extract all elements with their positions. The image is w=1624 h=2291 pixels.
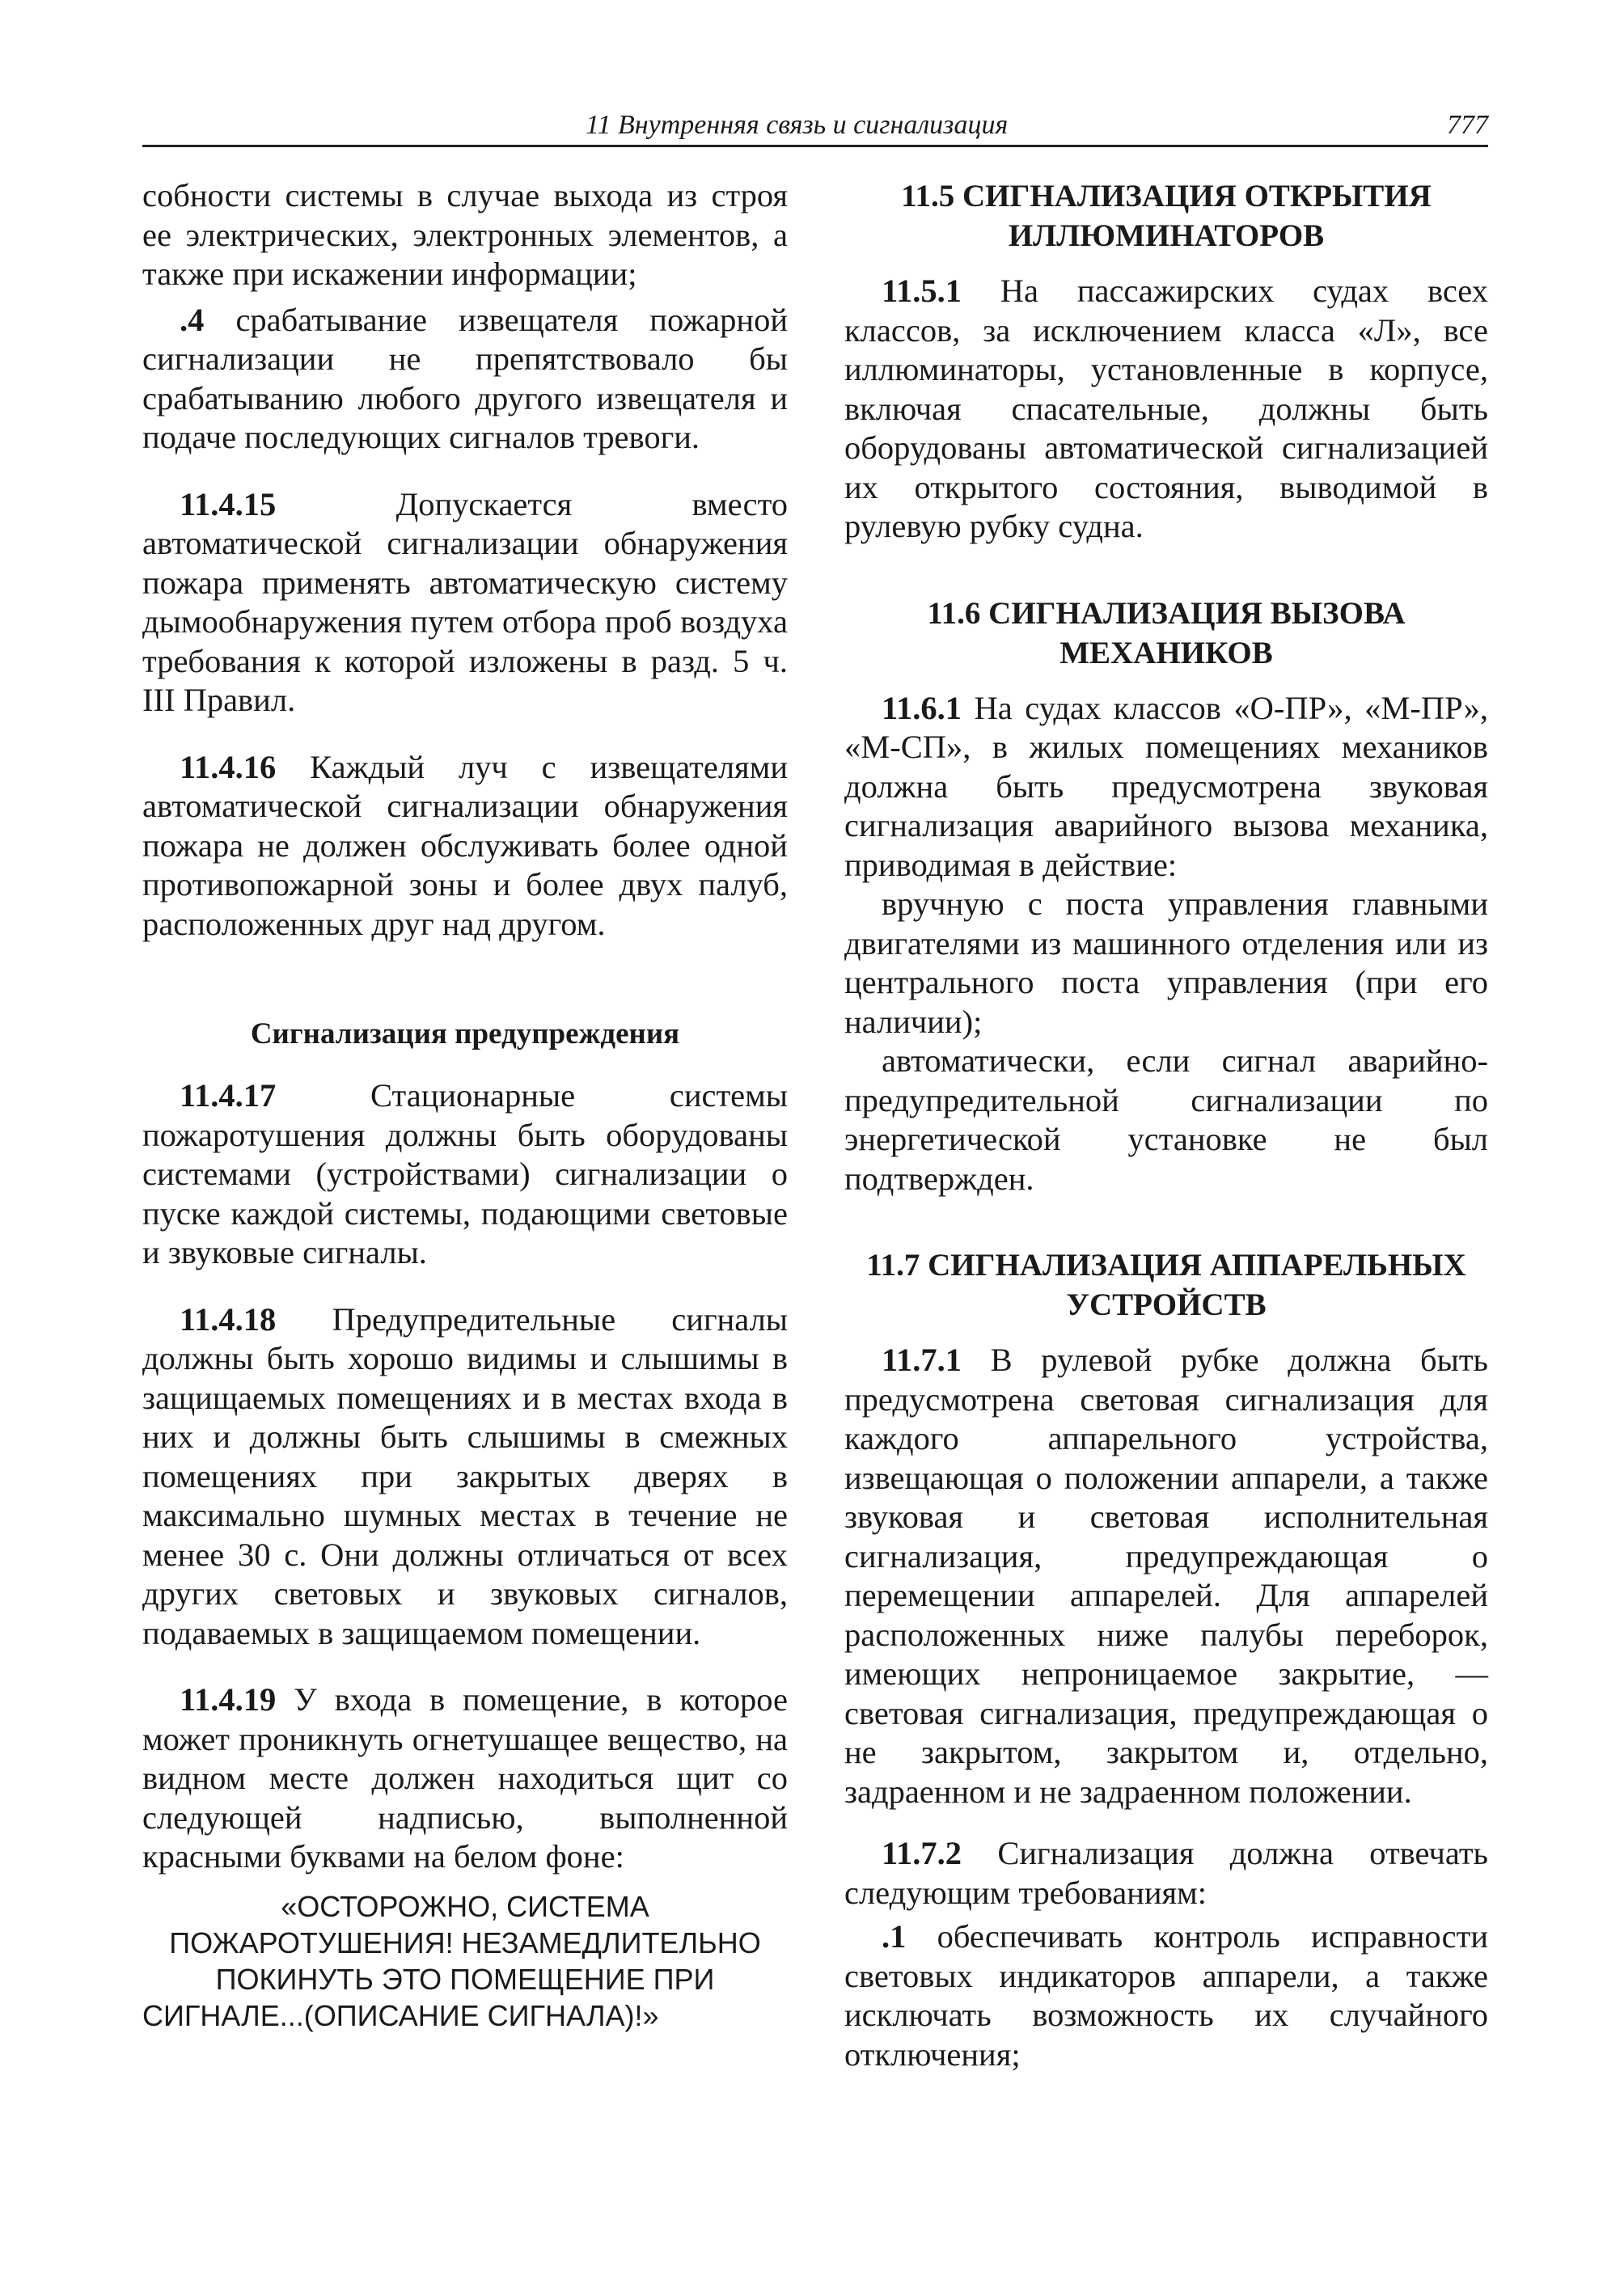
clause-text: Предупредительные сигналы должны быть хорошо видимы и слышимы в защищаемых помещениях и в местах входа в них и должны быть слышимы в смежных помещениях при закрытых дверях в максимально шумных местах в течение не менее 30 с. Они должны отличаться от всех других световых и звуковых сигналов, подаваемых в защищаемом помещении. [142,1300,788,1651]
clause-number: 11.4.16 [180,748,277,785]
clause-1 [844,1917,1488,2074]
clause-text: На пассажирских судах всех классов, за исключением класса «Л», все иллюминаторы, установленные в корпусе, включая спасательные, должны быть оборудованы автоматической сигнализацией их открытого состояния, выводимой в рулевую рубку судна. [844,273,1488,544]
clause-text: У входа в помещение, в которое может проникнуть огнетушащее вещество, на видном месте должен находиться щит со следующей надписью, выполненной красными буквами на белом фоне: [142,1681,788,1875]
warning-notice-text: «ОСТОРОЖНО, СИСТЕМА ПОЖАРОТУШЕНИЯ! НЕЗАМЕДЛИТЕЛЬНО ПОКИНУТЬ ЭТО ПОМЕЩЕНИЕ ПРИ СИГНАЛЕ...(ОПИСАНИЕ СИГНАЛА)!» [142,1889,761,2032]
clause-11-4-15 [142,485,788,721]
clause-11-6-1 [844,689,1488,886]
clause-text: Сигнализация должна отвечать следующим требованиям: [844,1835,1488,1911]
page-number: 777 [1447,110,1488,140]
clause-text: На судах классов «О-ПР», «М-ПР», «М-СП», в жилых помещениях механиков должна быть предусмотрена звуковая сигнализация аварийного вызова механика, приводимая в действие: [844,689,1488,883]
clause-number: .1 [882,1918,907,1955]
clause-11-4-17 [142,1076,788,1273]
clause-11-7-1 [844,1341,1488,1811]
subheading-warning-signals: Сигнализация предупреждения [250,1017,680,1050]
clause-text: В рулевой рубке должна быть предусмотрена световая сигнализация для каждого аппарельного устройства, извещающая о положении аппарели, а также звуковая и световая исполнительная сигнализация, предупреждающая о перемещении аппарелей. Для аппарелей расположенных ниже палубы переборок, имеющих непроницаемое закрытие, — световая сигнализация, предупреждающая о не закрытом, закрытом и, отдельно, задраенном и не задраенном положении. [844,1342,1488,1810]
clause-number: 11.4.15 [180,485,277,522]
clause-text: Стационарные системы пожаротушения должны быть оборудованы системами (устройствами) сигнализации о пуске каждой системы, подающими световые и звуковые сигналы. [142,1077,788,1270]
section-heading-11-6: 11.6 СИГНАЛИЗАЦИЯ ВЫЗОВА МЕХАНИКОВ [927,595,1406,670]
running-header-title: 11 Внутренняя связь и сигнализация [586,110,1009,140]
clause-11-4-16 [142,748,788,945]
list-item-automatic: автоматически, если сигнал аварийно-предупредительной сигнализации по энергетической установке не был подтвержден. [844,1042,1488,1197]
section-heading-11-7: 11.7 СИГНАЛИЗАЦИЯ АППАРЕЛЬНЫХ УСТРОЙСТВ [866,1248,1466,1322]
clause-number: 11.7.2 [882,1835,962,1871]
right-column [844,176,1488,2074]
clause-number: .4 [180,301,205,338]
clause-text: Допускается вместо автоматической сигнализации обнаружения пожара применять автоматическую систему дымообнаружения путем отбора проб воздуха требования к которой изложены в разд. 5 ч. III Правил. [142,485,788,718]
clause-text: срабатывание извещателя пожарной сигнализации не препятствовало бы срабатыванию любого другого извещателя и подаче последующих сигналов тревоги. [142,301,788,455]
clause-number: 11.4.19 [180,1681,277,1718]
clause-text: обеспечивать контроль исправности световых индикаторов аппарели, а также исключать возможность их случайного отключения; [844,1918,1488,2073]
section-heading-11-5: 11.5 СИГНАЛИЗАЦИЯ ОТКРЫТИЯ ИЛЛЮМИНАТОРОВ [901,179,1432,253]
clause-11-7-2 [844,1834,1488,1913]
clause-number: 11.4.17 [180,1077,277,1114]
clause-11-4-18 [142,1300,788,1654]
list-item-manual: вручную с поста управления главными двигателями из машинного отделения или из центрального поста управления (при его наличии); [844,886,1488,1040]
clause-number: 11.4.18 [180,1300,277,1338]
running-header [142,109,1488,147]
clause-11-5-1 [844,272,1488,547]
left-column [142,176,788,2034]
clause-4 [142,301,788,458]
clause-number: 11.6.1 [882,689,962,726]
clause-text: Каждый луч с извещателями автоматической сигнализации обнаружения пожара не должен обслуживать более одной противопожарной зоны и более двух палуб, расположенных друг над другом. [142,748,788,942]
paragraph-continued: собности системы в случае выхода из строя ее электрических, электронных элементов, а также при искажении информации; [142,177,788,292]
clause-11-4-19 [142,1680,788,1877]
clause-number: 11.5.1 [882,273,962,309]
clause-number: 11.7.1 [882,1342,962,1378]
